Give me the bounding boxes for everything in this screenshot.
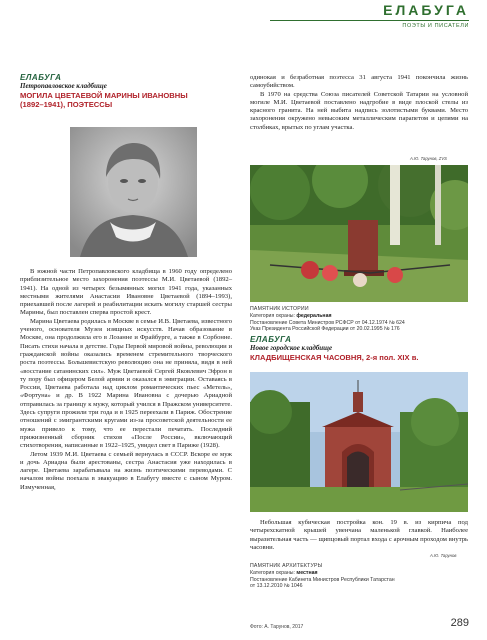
decree-line: Постановление Кабинета Министров Республики Татарстан	[250, 576, 395, 583]
body-paragraph: В 1970 на средства Союза писателей Советской Татарии на условной могиле М.И. Цветаевой поставлено надгробие в виде плоской стелы из красного гранита. На ней выбита надпись золотистыми буквами. Место захоронения окружено невысоким металлическим парапетом и цепями на столбиках, врытых по углам участка.	[250, 90, 468, 131]
article-intro-right	[250, 336, 468, 362]
body-paragraph: Небольшая кубическая постройка кон. 19 в. из кирпича под четырехскатной крышей увенчана маленькой главкой. Наиболее выразительная часть — щипцовый портал входа с арочным проходом внутрь часовни.	[250, 519, 468, 551]
section-title: ЕЛАБУГА	[383, 2, 469, 18]
chapel-photo	[250, 372, 468, 512]
header-divider	[270, 20, 469, 21]
article-category: ЕЛАБУГА	[20, 73, 62, 82]
article-title-line2: (1892–1941), ПОЭТЕССЫ	[20, 99, 113, 109]
article-body-left	[20, 268, 232, 492]
grave-photo	[250, 165, 468, 302]
article-body-right-2	[250, 519, 468, 552]
article-body-right	[250, 74, 468, 132]
article-location: Новое городское кладбище	[250, 344, 333, 353]
protection-category: Категория охраны: местная	[250, 569, 318, 576]
protection-category: Категория охраны: федеральная	[250, 312, 332, 319]
decree-line: Постановление Совета Министров РСФСР от 04.12.1974 № 624	[250, 319, 405, 326]
body-paragraph: Марина Цветаева родилась в Москве в семье И.В. Цветаева, известного ученого, основателя Музея изящных искусств. Начав образование в Москве, она продолжила его в Лозанне и Фрайбурге, а также в Сорбонне. Писать стихи начала в детстве. Годы Первой мировой войны, революции и гражданской войны оказались временем стремительного творческого роста поэтессы. Большевистскую революцию она не приняла, видя в ней «восстание сатанинских сил». Муж Цветаевой Сергей Яковлевич Эфрон в ту пору был офицером Белой армии и оказался в эмиграции. Оставаясь в России, Цветаева работала над циклом романтических пьес «Метель», «Фортуна» и др. В 1922 Марина Ивановна с дочерью Ариадной отправилась за границу к мужу, который учился в Пражском университете. Здесь супруги прожили три года и в 1925 переехали в Париж. Обострение отношений с эмигрантскими кругами из-за просоветской деятельности ее мужа привело к тому, что ее перестали печатать. Последний прижизненный сборник стихов «После России», включающий стихотворения, написанные в 1922–1925, увидел свет в Париже (1928).	[20, 317, 232, 450]
author-credit: А.Ю. Тарунов, ZVS	[410, 156, 447, 161]
article-category: ЕЛАБУГА	[250, 335, 292, 344]
portrait-photo	[70, 127, 197, 257]
section-subtitle: ПОЭТЫ И ПИСАТЕЛИ	[402, 23, 469, 29]
heritage-type: ПАМЯТНИК АРХИТЕКТУРЫ	[250, 563, 323, 569]
article-location: Петропавловское кладбище	[20, 82, 107, 91]
photo-credit: Фото: А. Тарунов, 2017	[250, 624, 304, 630]
article-title-line1: МОГИЛА ЦВЕТАЕВОЙ МАРИНЫ ИВАНОВНЫ	[20, 90, 188, 100]
heritage-type: ПАМЯТНИК ИСТОРИИ	[250, 306, 309, 312]
decree-line: от 13.12.2010 № 1046	[250, 583, 303, 590]
body-paragraph: Летом 1939 М.И. Цветаева с семьей вернулась в СССР. Вскоре ее муж и дочь Ариадна были арестованы, сестра Анастасия уже находилась в лагере. Цветаева зарабатывала на жизнь поэтическими переводами. С началом войны поехала в эвакуацию в Елабугу вместе с сыном Муром. Измученная,	[20, 450, 232, 491]
body-paragraph: одинокая и безработная поэтесса 31 августа 1941 покончила жизнь самоубийством.	[250, 74, 468, 90]
heritage-info-1	[250, 306, 468, 333]
article-title: КЛАДБИЩЕНСКАЯ ЧАСОВНЯ, 2-я пол. XIX в.	[250, 352, 419, 362]
author-credit: А.Ю. Тарунов	[430, 553, 457, 558]
decree-line: Указ Президента Российской Федерации от 20.02.1995 № 176	[250, 326, 400, 333]
heritage-info-2	[250, 563, 468, 590]
article-intro-left	[20, 74, 232, 109]
body-paragraph: В южной части Петропавловского кладбища в 1960 году определено приблизительное место захоронения поэтессы М.И. Цветаевой (1892–1941). На одной из четырех безымянных могил 1941 года, указанных местными жителями Анастасии Ивановне Цветаевой (1894–1993), приехавшей после лагерей и реабилитации искать могилу старшей сестры Марины, был поставлен сперва простой крест.	[20, 268, 232, 317]
page-number: 289	[450, 617, 469, 629]
